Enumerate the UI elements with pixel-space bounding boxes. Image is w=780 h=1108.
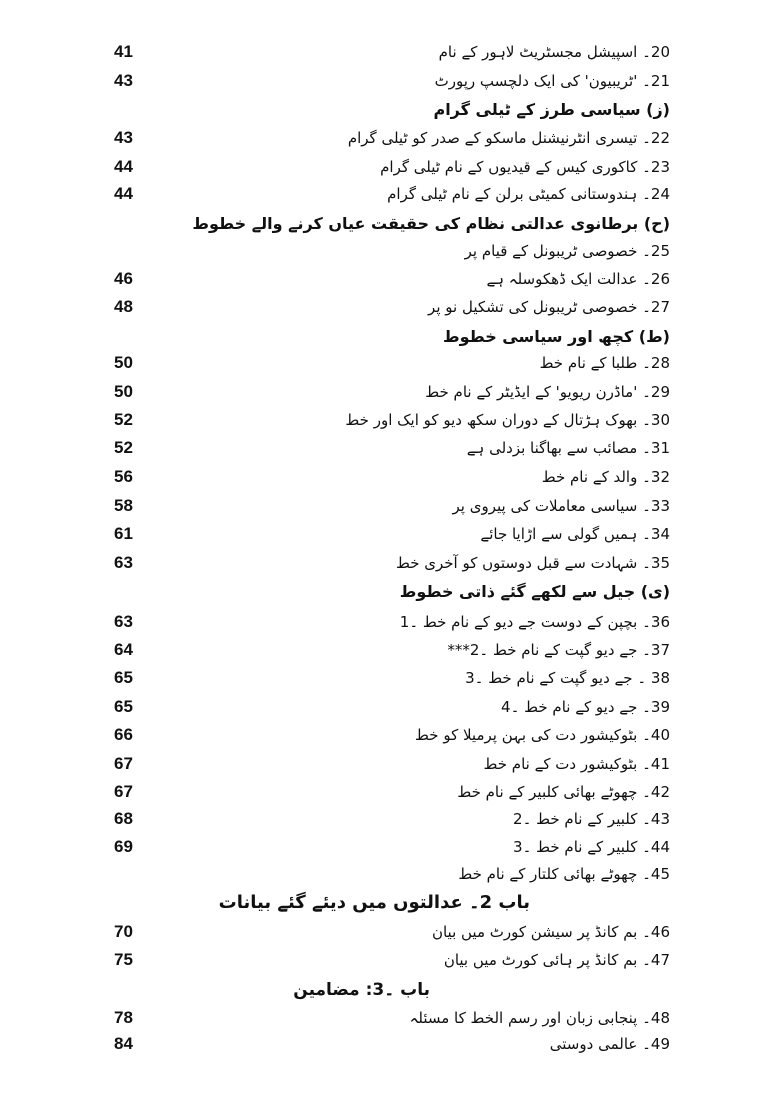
entry-title: 21۔ 'ٹریبیون' کی ایک دلچسپ رپورٹ xyxy=(434,72,670,90)
entry-title: 37۔ جے دیو گپت کے نام خط ۔2*** xyxy=(447,641,670,659)
entry-title: 24۔ ہندوستانی کمیٹی برلن کے نام ٹیلی گرام xyxy=(387,185,670,203)
page-number: 50 xyxy=(114,382,133,401)
entry-title: 38 ۔ جے دیو گپت کے نام خط ۔3 xyxy=(465,669,670,687)
entry-title: 45۔ چھوٹے بھائی کلتار کے نام خط xyxy=(458,865,670,883)
toc-section-heading xyxy=(0,578,780,606)
page-number: 44 xyxy=(114,157,133,176)
page-number: 75 xyxy=(114,950,133,969)
toc-entry xyxy=(0,124,780,152)
toc-entry xyxy=(0,38,780,66)
toc-entry xyxy=(0,778,780,806)
toc-entry xyxy=(0,805,780,833)
page-number: 66 xyxy=(114,725,133,744)
entry-title: 44۔ کلبیر کے نام خط ۔3 xyxy=(513,838,670,856)
toc-entry xyxy=(0,237,780,265)
toc-entry xyxy=(0,918,780,946)
page-number: 46 xyxy=(114,269,133,288)
page-number: 52 xyxy=(114,410,133,429)
toc-entry xyxy=(0,406,780,434)
page-number: 56 xyxy=(114,467,133,486)
toc-entry xyxy=(0,833,780,861)
page-number: 64 xyxy=(114,640,133,659)
toc-entry xyxy=(0,549,780,577)
page-number: 50 xyxy=(114,353,133,372)
toc-entry xyxy=(0,946,780,974)
entry-title: باب ۔3: مضامین xyxy=(293,980,430,1000)
page-number: 65 xyxy=(114,668,133,687)
toc-entry xyxy=(0,434,780,462)
entry-title: (ز) سیاسی طرز کے ٹیلی گرام xyxy=(433,100,670,119)
toc-entry xyxy=(0,67,780,95)
entry-title: 30۔ بھوک ہڑتال کے دوران سکھ دیو کو ایک اور خط xyxy=(345,411,670,429)
entry-title: 36۔ بچپن کے دوست جے دیو کے نام خط ۔1 xyxy=(399,613,670,631)
entry-title: 43۔ کلبیر کے نام خط ۔2 xyxy=(513,810,670,828)
page-number: 63 xyxy=(114,612,133,631)
entry-title: 25۔ خصوصی ٹریبونل کے قیام پر xyxy=(464,242,670,260)
entry-title: 20۔ اسپیشل مجسٹریٹ لاہور کے نام xyxy=(438,43,670,61)
entry-title: (ی) جیل سے لکھے گئے ذاتی خطوط xyxy=(399,582,670,601)
toc-entry xyxy=(0,378,780,406)
toc-entry xyxy=(0,492,780,520)
entry-title: 26۔ عدالت ایک ڈھکوسلہ ہے xyxy=(486,270,670,288)
toc-section-heading xyxy=(0,96,780,124)
page-number: 68 xyxy=(114,809,133,828)
entry-title: 32۔ والد کے نام خط xyxy=(541,468,670,486)
page-number: 52 xyxy=(114,438,133,457)
entry-title: 33۔ سیاسی معاملات کی پیروی پر xyxy=(452,497,670,515)
toc-entry xyxy=(0,608,780,636)
toc-entry xyxy=(0,1030,780,1058)
page-number: 78 xyxy=(114,1008,133,1027)
toc-entry xyxy=(0,265,780,293)
entry-title: 40۔ بٹوکیشور دت کی بہن پرمیلا کو خط xyxy=(415,726,670,744)
entry-title: 46۔ بم کانڈ پر سیشن کورٹ میں بیان xyxy=(431,923,670,941)
page-number: 44 xyxy=(114,184,133,203)
entry-title: 49۔ عالمی دوستی xyxy=(549,1035,670,1053)
page-number: 41 xyxy=(114,42,133,61)
entry-title: 39۔ جے دیو کے نام خط ۔4 xyxy=(501,698,670,716)
entry-title: 28۔ طلبا کے نام خط xyxy=(539,354,670,372)
page-number: 63 xyxy=(114,553,133,572)
page-number: 70 xyxy=(114,922,133,941)
toc-entry xyxy=(0,750,780,778)
page-number: 67 xyxy=(114,782,133,801)
entry-title: 42۔ چھوٹے بھائی کلبیر کے نام خط xyxy=(457,783,670,801)
entry-title: باب 2۔ عدالتوں میں دیئے گئے بیانات xyxy=(218,892,530,913)
page-number: 48 xyxy=(114,297,133,316)
entry-title: 31۔ مصائب سے بھاگنا بزدلی ہے xyxy=(466,439,670,457)
entry-title: 27۔ خصوصی ٹریبونل کی تشکیل نو پر xyxy=(428,298,670,316)
page-number: 61 xyxy=(114,524,133,543)
toc-chapter-heading xyxy=(0,889,780,917)
toc-entry xyxy=(0,153,780,181)
toc-chapter-heading xyxy=(0,976,780,1004)
toc-entry xyxy=(0,293,780,321)
page-number: 67 xyxy=(114,754,133,773)
page-number: 58 xyxy=(114,496,133,515)
toc-entry xyxy=(0,721,780,749)
toc-entry xyxy=(0,1004,780,1032)
toc-section-heading xyxy=(0,323,780,351)
entry-title: 23۔ کاکوری کیس کے قیدیوں کے نام ٹیلی گرام xyxy=(380,158,670,176)
entry-title: (ط) کچھ اور سیاسی خطوط xyxy=(442,327,670,346)
entry-title: 35۔ شہادت سے قبل دوستوں کو آخری خط xyxy=(395,554,670,572)
entry-title: 48۔ پنجابی زبان اور رسم الخط کا مسئلہ xyxy=(409,1009,670,1027)
toc-entry xyxy=(0,349,780,377)
toc-entry xyxy=(0,664,780,692)
page-number: 84 xyxy=(114,1034,133,1053)
page-number: 43 xyxy=(114,71,133,90)
page-number: 69 xyxy=(114,837,133,856)
toc-section-heading xyxy=(0,210,780,238)
entry-title: 47۔ بم کانڈ پر ہائی کورٹ میں بیان xyxy=(443,951,670,969)
toc-entry xyxy=(0,860,780,888)
entry-title: 29۔ 'ماڈرن ریویو' کے ایڈیٹر کے نام خط xyxy=(425,383,670,401)
entry-title: 22۔ تیسری انٹرنیشنل ماسکو کے صدر کو ٹیلی گرام xyxy=(347,129,670,147)
entry-title: (ح) برطانوی عدالتی نظام کی حقیقت عیاں کرنے والے خطوط xyxy=(192,214,670,233)
toc-entry xyxy=(0,520,780,548)
page-number: 43 xyxy=(114,128,133,147)
toc-entry xyxy=(0,693,780,721)
entry-title: 41۔ بٹوکیشور دت کے نام خط xyxy=(483,755,670,773)
toc-entry xyxy=(0,636,780,664)
entry-title: 34۔ ہمیں گولی سے اڑایا جائے xyxy=(480,525,670,543)
toc-entry xyxy=(0,463,780,491)
page-number: 65 xyxy=(114,697,133,716)
toc-entry xyxy=(0,180,780,208)
